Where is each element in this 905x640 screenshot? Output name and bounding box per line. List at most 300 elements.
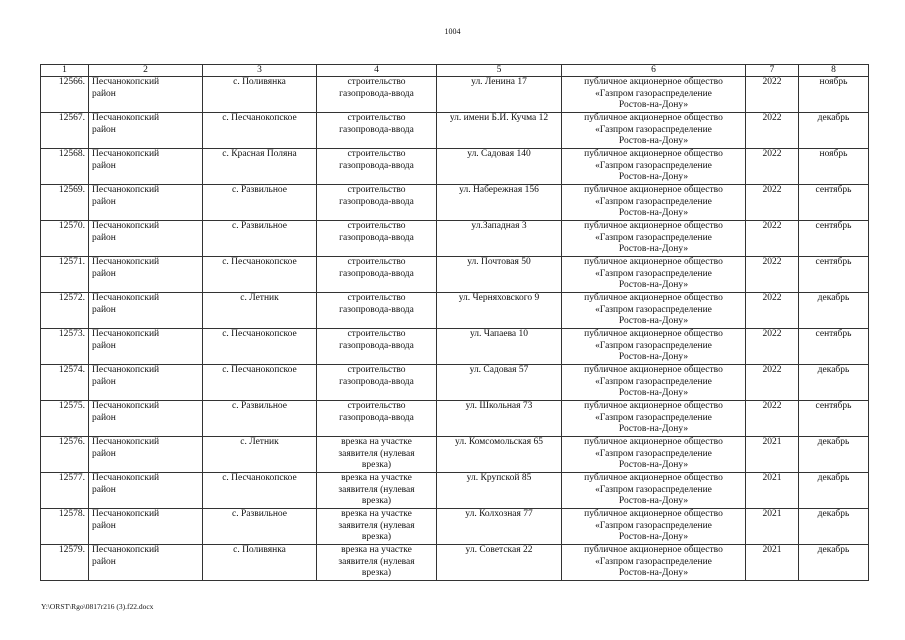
year-cell [746, 185, 799, 221]
organization-cell-line: «Газпром газораспределение [595, 88, 712, 99]
district-cell-line: Песчанокопский [92, 473, 160, 483]
table-row [41, 509, 869, 545]
work-type-cell [317, 185, 437, 221]
district-cell-line: район [92, 556, 116, 567]
work-type-cell-line: газопровода-ввода [339, 340, 414, 351]
table-row [41, 257, 869, 293]
settlement-cell-line: с. Летник [240, 293, 279, 303]
table-row [41, 185, 869, 221]
year-cell-line: 2021 [762, 545, 782, 555]
organization-cell-line: Ростов-на-Дону» [618, 352, 689, 363]
row-number [41, 221, 89, 257]
organization-cell [562, 149, 746, 185]
column-header: 4 [317, 65, 437, 77]
organization-cell-line: публичное акционерное общество [584, 257, 723, 267]
month-cell [799, 545, 869, 581]
year-cell-line: 2022 [762, 293, 782, 303]
work-type-cell [317, 509, 437, 545]
district-cell-line: Песчанокопский [92, 257, 160, 267]
work-type-cell-line: врезка) [361, 532, 392, 543]
address-cell [437, 293, 562, 329]
month-cell [799, 113, 869, 149]
year-cell-line: 2022 [762, 257, 782, 267]
work-type-cell [317, 257, 437, 293]
work-type-cell-line: газопровода-ввода [339, 304, 414, 315]
month-cell-line: декабрь [817, 545, 850, 555]
month-cell [799, 509, 869, 545]
month-cell-line: сентябрь [815, 185, 852, 195]
row-number-line: 12574. [58, 365, 85, 375]
year-cell [746, 365, 799, 401]
year-cell [746, 437, 799, 473]
district-cell-line: район [92, 268, 116, 279]
work-type-cell-line: заявителя (нулевая [338, 520, 415, 531]
address-cell [437, 185, 562, 221]
organization-cell-line: публичное акционерное общество [584, 365, 723, 375]
organization-cell-line: Ростов-на-Дону» [618, 388, 689, 399]
organization-cell-line: публичное акционерное общество [584, 221, 723, 231]
row-number [41, 329, 89, 365]
month-cell-line: декабрь [817, 437, 850, 447]
organization-cell-line: Ростов-на-Дону» [618, 100, 689, 111]
organization-cell-line: «Газпром газораспределение [595, 484, 712, 495]
year-cell-line: 2022 [762, 185, 782, 195]
organization-cell-line: «Газпром газораспределение [595, 412, 712, 423]
organization-cell [562, 509, 746, 545]
address-cell [437, 257, 562, 293]
address-cell [437, 509, 562, 545]
address-cell-line: ул. имени Б.И. Кучма 12 [449, 113, 549, 123]
month-cell-line: декабрь [817, 509, 850, 519]
row-number-line: 12569. [58, 185, 85, 195]
settlement-cell [203, 77, 317, 113]
row-number-line: 12567. [58, 113, 85, 123]
district-cell-line: район [92, 232, 116, 243]
district-cell-line: Песчанокопский [92, 149, 160, 159]
work-type-cell [317, 473, 437, 509]
district-cell-line: Песчанокопский [92, 185, 160, 195]
organization-cell [562, 257, 746, 293]
row-number [41, 509, 89, 545]
address-cell [437, 113, 562, 149]
year-cell [746, 473, 799, 509]
organization-cell-line: «Газпром газораспределение [595, 556, 712, 567]
address-cell-line: ул. Крупской 85 [466, 473, 532, 483]
settlement-cell-line: с. Поливянка [233, 545, 286, 555]
organization-cell-line: Ростов-на-Дону» [618, 496, 689, 507]
year-cell-line: 2022 [762, 365, 782, 375]
row-number [41, 401, 89, 437]
work-type-cell-line: газопровода-ввода [339, 124, 414, 135]
work-type-cell-line: строительство [347, 149, 406, 159]
address-cell [437, 545, 562, 581]
organization-cell-line: публичное акционерное общество [584, 185, 723, 195]
address-cell-line: ул.Западная 3 [471, 221, 527, 231]
column-header: 1 [41, 65, 89, 77]
settlement-cell-line: с. Развильное [231, 221, 288, 231]
work-type-cell-line: газопровода-ввода [339, 160, 414, 171]
table-row [41, 545, 869, 581]
work-type-cell-line: заявителя (нулевая [338, 556, 415, 567]
district-cell [89, 365, 203, 401]
district-cell-line: Песчанокопский [92, 113, 160, 123]
row-number [41, 293, 89, 329]
district-cell [89, 473, 203, 509]
address-cell-line: ул. Комсомольская 65 [455, 437, 543, 447]
address-cell [437, 221, 562, 257]
footer-file-path: Y:\ORST\Rgo\0817r216 (3).f22.docx [41, 602, 154, 611]
work-type-cell-line: строительство [347, 113, 406, 123]
work-type-cell-line: строительство [347, 257, 406, 267]
table-row [41, 329, 869, 365]
district-cell-line: Песчанокопский [92, 401, 160, 411]
organization-cell-line: публичное акционерное общество [584, 77, 723, 87]
column-header: 2 [89, 65, 203, 77]
district-cell [89, 257, 203, 293]
district-cell-line: район [92, 376, 116, 387]
column-header: 3 [203, 65, 317, 77]
settlement-cell [203, 221, 317, 257]
work-type-cell [317, 329, 437, 365]
month-cell-line: сентябрь [815, 329, 852, 339]
work-type-cell-line: строительство [347, 365, 406, 375]
settlement-cell [203, 257, 317, 293]
work-type-cell [317, 149, 437, 185]
year-cell-line: 2021 [762, 473, 782, 483]
month-cell-line: ноябрь [819, 149, 848, 159]
year-cell-line: 2022 [762, 221, 782, 231]
work-type-cell-line: врезка на участке [341, 473, 412, 483]
organization-cell-line: публичное акционерное общество [584, 437, 723, 447]
settlement-cell [203, 113, 317, 149]
year-cell [746, 257, 799, 293]
organization-cell [562, 545, 746, 581]
organization-cell [562, 221, 746, 257]
district-cell [89, 293, 203, 329]
row-number [41, 365, 89, 401]
table-row [41, 113, 869, 149]
table-row [41, 293, 869, 329]
settlement-cell-line: с. Развильное [231, 185, 288, 195]
row-number [41, 473, 89, 509]
organization-cell [562, 329, 746, 365]
district-cell-line: район [92, 412, 116, 423]
gasification-registry-table [40, 64, 869, 581]
organization-cell-line: «Газпром газораспределение [595, 124, 712, 135]
district-cell [89, 401, 203, 437]
year-cell-line: 2022 [762, 329, 782, 339]
row-number [41, 113, 89, 149]
district-cell-line: район [92, 448, 116, 459]
year-cell-line: 2021 [762, 437, 782, 447]
work-type-cell [317, 113, 437, 149]
settlement-cell-line: с. Развильное [231, 401, 288, 411]
organization-cell-line: публичное акционерное общество [584, 149, 723, 159]
month-cell [799, 365, 869, 401]
column-header: 5 [437, 65, 562, 77]
address-cell [437, 149, 562, 185]
address-cell [437, 329, 562, 365]
settlement-cell [203, 401, 317, 437]
work-type-cell-line: газопровода-ввода [339, 196, 414, 207]
column-header: 6 [562, 65, 746, 77]
organization-cell [562, 437, 746, 473]
district-cell [89, 545, 203, 581]
organization-cell-line: Ростов-на-Дону» [618, 244, 689, 255]
row-number [41, 257, 89, 293]
month-cell-line: декабрь [817, 365, 850, 375]
month-cell [799, 185, 869, 221]
table-row [41, 365, 869, 401]
address-cell-line: ул. Почтовая 50 [467, 257, 531, 267]
settlement-cell-line: с. Развильное [231, 509, 288, 519]
month-cell [799, 77, 869, 113]
column-header: 8 [799, 65, 869, 77]
row-number-line: 12572. [58, 293, 85, 303]
work-type-cell [317, 437, 437, 473]
row-number-line: 12575. [58, 401, 85, 411]
settlement-cell-line: с. Летник [240, 437, 279, 447]
address-cell [437, 365, 562, 401]
work-type-cell-line: строительство [347, 293, 406, 303]
organization-cell [562, 113, 746, 149]
work-type-cell-line: строительство [347, 185, 406, 195]
district-cell-line: Песчанокопский [92, 293, 160, 303]
district-cell-line: Песчанокопский [92, 221, 160, 231]
organization-cell-line: публичное акционерное общество [584, 509, 723, 519]
organization-cell-line: Ростов-на-Дону» [618, 424, 689, 435]
table-row [41, 473, 869, 509]
district-cell-line: район [92, 520, 116, 531]
organization-cell-line: Ростов-на-Дону» [618, 136, 689, 147]
district-cell-line: район [92, 88, 116, 99]
settlement-cell-line: с. Поливянка [233, 77, 286, 87]
page-number: 1004 [444, 27, 461, 36]
month-cell [799, 149, 869, 185]
address-cell-line: ул. Садовая 140 [467, 149, 531, 159]
address-cell-line: ул. Ленина 17 [471, 77, 527, 87]
address-cell [437, 401, 562, 437]
row-number [41, 77, 89, 113]
organization-cell-line: «Газпром газораспределение [595, 376, 712, 387]
organization-cell-line: «Газпром газораспределение [595, 268, 712, 279]
year-cell-line: 2022 [762, 77, 782, 87]
address-cell [437, 473, 562, 509]
year-cell [746, 401, 799, 437]
organization-cell-line: публичное акционерное общество [584, 473, 723, 483]
row-number-line: 12570. [58, 221, 85, 231]
column-number-header-row [41, 65, 869, 77]
work-type-cell-line: газопровода-ввода [339, 268, 414, 279]
row-number-line: 12576. [58, 437, 85, 447]
table-row [41, 77, 869, 113]
settlement-cell [203, 509, 317, 545]
organization-cell [562, 473, 746, 509]
settlement-cell [203, 437, 317, 473]
address-cell-line: ул. Набережная 156 [459, 185, 539, 195]
work-type-cell-line: газопровода-ввода [339, 88, 414, 99]
year-cell-line: 2021 [762, 509, 782, 519]
organization-cell-line: Ростов-на-Дону» [618, 208, 689, 219]
address-cell-line: ул. Советская 22 [465, 545, 533, 555]
month-cell [799, 293, 869, 329]
month-cell-line: декабрь [817, 113, 850, 123]
row-number-line: 12579. [58, 545, 85, 555]
table-row [41, 401, 869, 437]
organization-cell-line: Ростов-на-Дону» [618, 568, 689, 579]
organization-cell-line: «Газпром газораспределение [595, 160, 712, 171]
settlement-cell [203, 293, 317, 329]
settlement-cell-line: с. Песчанокопское [222, 113, 297, 123]
settlement-cell-line: с. Песчанокопское [222, 329, 297, 339]
work-type-cell-line: строительство [347, 329, 406, 339]
settlement-cell-line: с. Песчанокопское [222, 257, 297, 267]
month-cell [799, 221, 869, 257]
month-cell-line: декабрь [817, 473, 850, 483]
address-cell-line: ул. Колхозная 77 [465, 509, 533, 519]
month-cell-line: декабрь [817, 293, 850, 303]
work-type-cell-line: строительство [347, 77, 406, 87]
year-cell [746, 293, 799, 329]
district-cell-line: район [92, 340, 116, 351]
row-number-line: 12577. [58, 473, 85, 483]
organization-cell-line: Ростов-на-Дону» [618, 532, 689, 543]
work-type-cell [317, 401, 437, 437]
settlement-cell [203, 473, 317, 509]
year-cell [746, 77, 799, 113]
month-cell [799, 329, 869, 365]
organization-cell [562, 401, 746, 437]
organization-cell [562, 293, 746, 329]
organization-cell-line: «Газпром газораспределение [595, 448, 712, 459]
district-cell [89, 437, 203, 473]
month-cell [799, 257, 869, 293]
district-cell [89, 509, 203, 545]
year-cell [746, 221, 799, 257]
organization-cell-line: публичное акционерное общество [584, 293, 723, 303]
work-type-cell-line: газопровода-ввода [339, 376, 414, 387]
month-cell-line: сентябрь [815, 401, 852, 411]
work-type-cell-line: строительство [347, 221, 406, 231]
column-header: 7 [746, 65, 799, 77]
organization-cell-line: Ростов-на-Дону» [618, 316, 689, 327]
row-number [41, 149, 89, 185]
work-type-cell [317, 365, 437, 401]
row-number [41, 437, 89, 473]
work-type-cell-line: газопровода-ввода [339, 412, 414, 423]
month-cell-line: ноябрь [819, 77, 848, 87]
year-cell-line: 2022 [762, 113, 782, 123]
table-row [41, 437, 869, 473]
row-number [41, 545, 89, 581]
year-cell-line: 2022 [762, 149, 782, 159]
district-cell-line: район [92, 304, 116, 315]
organization-cell-line: Ростов-на-Дону» [618, 172, 689, 183]
table-row [41, 221, 869, 257]
settlement-cell [203, 185, 317, 221]
year-cell [746, 113, 799, 149]
district-cell [89, 329, 203, 365]
organization-cell-line: Ростов-на-Дону» [618, 280, 689, 291]
work-type-cell-line: врезка на участке [341, 545, 412, 555]
work-type-cell [317, 77, 437, 113]
work-type-cell [317, 221, 437, 257]
row-number-line: 12566. [58, 77, 85, 87]
month-cell [799, 401, 869, 437]
organization-cell [562, 185, 746, 221]
settlement-cell [203, 329, 317, 365]
month-cell [799, 473, 869, 509]
row-number-line: 12571. [58, 257, 85, 267]
settlement-cell-line: с. Песчанокопское [222, 473, 297, 483]
row-number [41, 185, 89, 221]
year-cell [746, 545, 799, 581]
organization-cell-line: публичное акционерное общество [584, 401, 723, 411]
year-cell [746, 509, 799, 545]
work-type-cell-line: врезка на участке [341, 509, 412, 519]
month-cell [799, 437, 869, 473]
organization-cell-line: «Газпром газораспределение [595, 232, 712, 243]
settlement-cell-line: с. Песчанокопское [222, 365, 297, 375]
district-cell-line: район [92, 160, 116, 171]
address-cell [437, 437, 562, 473]
organization-cell-line: публичное акционерное общество [584, 329, 723, 339]
year-cell-line: 2022 [762, 401, 782, 411]
settlement-cell [203, 365, 317, 401]
table-row [41, 149, 869, 185]
organization-cell-line: Ростов-на-Дону» [618, 460, 689, 471]
address-cell-line: ул. Чапаева 10 [469, 329, 529, 339]
work-type-cell-line: врезка на участке [341, 437, 412, 447]
district-cell [89, 185, 203, 221]
row-number-line: 12573. [58, 329, 85, 339]
work-type-cell-line: врезка) [361, 568, 392, 579]
organization-cell [562, 365, 746, 401]
month-cell-line: сентябрь [815, 221, 852, 231]
district-cell-line: район [92, 124, 116, 135]
address-cell [437, 77, 562, 113]
address-cell-line: ул. Школьная 73 [465, 401, 533, 411]
district-cell [89, 149, 203, 185]
district-cell-line: Песчанокопский [92, 77, 160, 87]
district-cell-line: район [92, 196, 116, 207]
district-cell-line: Песчанокопский [92, 545, 160, 555]
organization-cell [562, 77, 746, 113]
district-cell-line: Песчанокопский [92, 365, 160, 375]
work-type-cell-line: врезка) [361, 460, 392, 471]
work-type-cell-line: газопровода-ввода [339, 232, 414, 243]
organization-cell-line: публичное акционерное общество [584, 113, 723, 123]
work-type-cell-line: заявителя (нулевая [338, 484, 415, 495]
district-cell [89, 113, 203, 149]
settlement-cell-line: с. Красная Поляна [222, 149, 297, 159]
month-cell-line: сентябрь [815, 257, 852, 267]
district-cell [89, 77, 203, 113]
work-type-cell [317, 293, 437, 329]
work-type-cell [317, 545, 437, 581]
district-cell-line: Песчанокопский [92, 437, 160, 447]
work-type-cell-line: врезка) [361, 496, 392, 507]
district-cell [89, 221, 203, 257]
organization-cell-line: публичное акционерное общество [584, 545, 723, 555]
district-cell-line: Песчанокопский [92, 329, 160, 339]
address-cell-line: ул. Садовая 57 [469, 365, 529, 375]
work-type-cell-line: строительство [347, 401, 406, 411]
organization-cell-line: «Газпром газораспределение [595, 520, 712, 531]
district-cell-line: район [92, 484, 116, 495]
organization-cell-line: «Газпром газораспределение [595, 196, 712, 207]
address-cell-line: ул. Черняховского 9 [458, 293, 540, 303]
